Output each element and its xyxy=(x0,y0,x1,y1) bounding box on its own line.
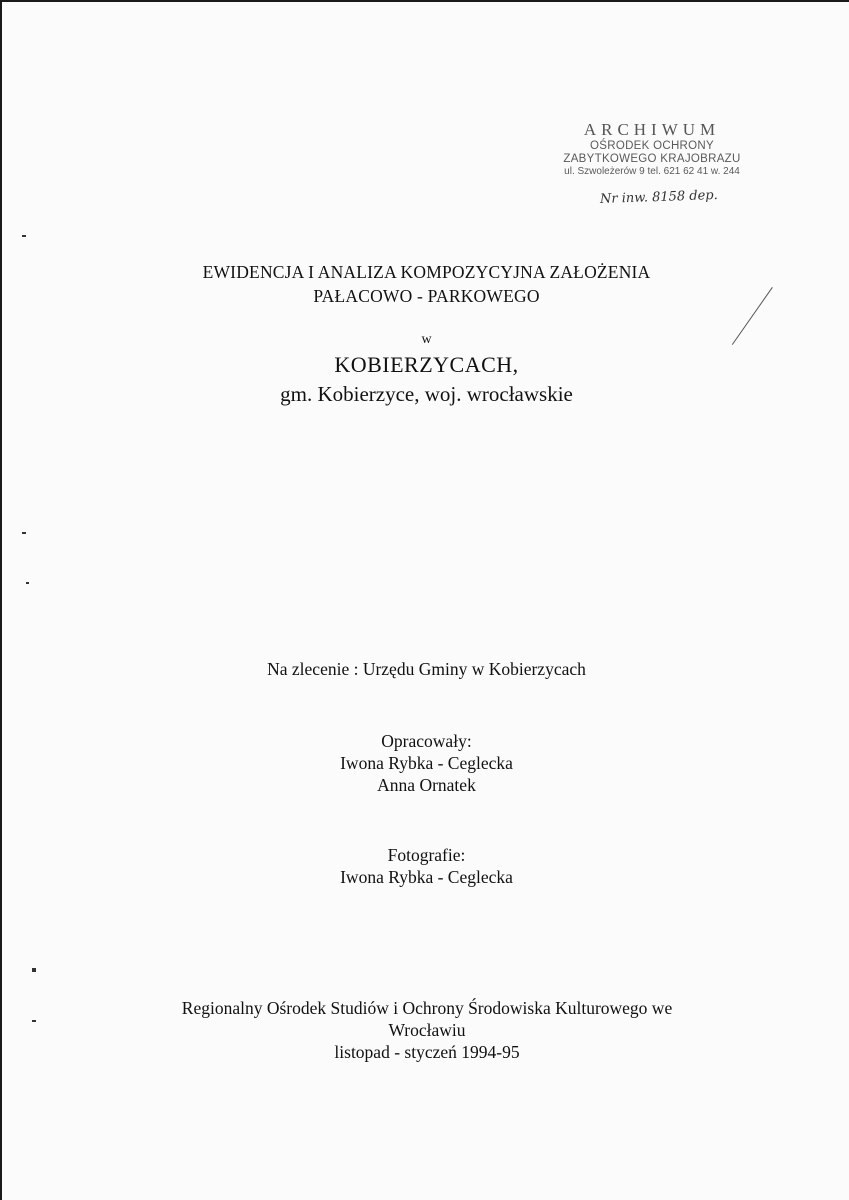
institution-line-2: Wrocławiu xyxy=(388,1020,466,1040)
commission-text: Na zlecenie : Urzędu Gminy w Kobierzycach xyxy=(267,659,586,679)
margin-mark xyxy=(26,582,29,584)
author-name: Iwona Rybka - Ceglecka xyxy=(340,753,513,773)
stamp-line-2: ZABYTKOWEGO KRAJOBRAZU xyxy=(563,152,741,165)
title-line-1: EWIDENCJA I ANALIZA KOMPOZYCYJNA ZAŁOŻENIA xyxy=(202,262,651,282)
photos-label: Fotografie: xyxy=(387,845,466,865)
location-preposition: w xyxy=(421,332,432,347)
photos-section xyxy=(2,844,849,888)
location-district: gm. Kobierzyce, woj. wrocławskie xyxy=(280,382,573,406)
stamp-archiwum: ARCHIWUM xyxy=(583,120,721,139)
stamp-address: ul. Szwoleżerów 9 tel. 621 62 41 w. 244 xyxy=(564,165,740,177)
margin-mark xyxy=(22,235,26,237)
institution-section xyxy=(132,997,722,1063)
archive-stamp xyxy=(542,120,762,177)
title-line-2: PAŁACOWO - PARKOWEGO xyxy=(313,286,540,306)
location-place: KOBIERZYCACH, xyxy=(334,352,519,377)
institution-line-1: Regionalny Ośrodek Studiów i Ochrony Środowiska Kulturowego we xyxy=(181,998,673,1018)
margin-mark xyxy=(32,1020,36,1022)
authors-section xyxy=(2,730,849,796)
photographer-name: Iwona Rybka - Ceglecka xyxy=(340,867,513,887)
margin-mark xyxy=(32,968,36,972)
stamp-line-1: OŚRODEK OCHRONY xyxy=(590,139,714,152)
author-name: Anna Ornatek xyxy=(377,775,476,795)
authors-label: Opracowały: xyxy=(381,731,472,751)
institution-date: listopad - styczeń 1994-95 xyxy=(334,1042,520,1062)
document-title xyxy=(2,260,849,308)
margin-mark xyxy=(22,532,26,534)
handwritten-inventory-number: Nr inw. 8158 dep. xyxy=(599,187,719,208)
